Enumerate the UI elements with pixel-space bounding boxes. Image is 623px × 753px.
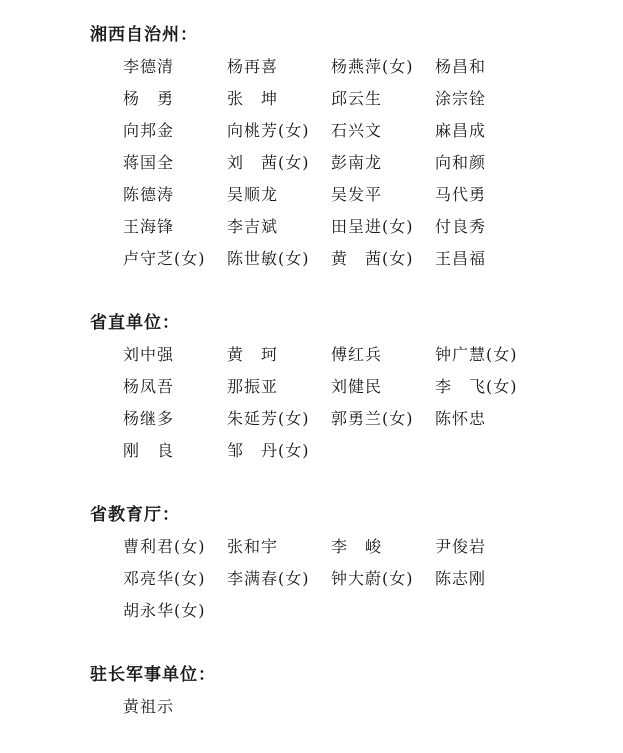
- name-entry: 邱云生: [331, 89, 383, 108]
- name-list-provincial-units: [123, 343, 603, 471]
- section-title-military-units: 驻长军事单位：: [90, 665, 216, 685]
- name-entry: 陈怀忠: [435, 409, 487, 428]
- name-entry: 刘健民: [331, 377, 383, 396]
- name-list-xiangxi: [123, 55, 603, 279]
- name-entry: 傅红兵: [331, 345, 383, 364]
- name-entry: 田呈进(女): [331, 217, 414, 236]
- name-entry: 钟广慧(女): [435, 345, 518, 364]
- section-title-xiangxi: 湘西自治州：: [90, 25, 198, 45]
- name-entry: 胡永华(女): [123, 601, 206, 620]
- name-entry: 钟大蔚(女): [331, 569, 414, 588]
- name-entry: 涂宗铨: [435, 89, 487, 108]
- name-entry: 陈志刚: [435, 569, 487, 588]
- name-entry: 麻昌成: [435, 121, 487, 140]
- name-entry: 曹利君(女): [123, 537, 206, 556]
- name-entry: 李德清: [123, 57, 175, 76]
- name-entry: 杨 勇: [123, 89, 175, 108]
- name-entry: 蒋国全: [123, 153, 175, 172]
- name-entry: 向和颜: [435, 153, 487, 172]
- name-entry: 杨燕萍(女): [331, 57, 414, 76]
- name-entry: 邓亮华(女): [123, 569, 206, 588]
- name-entry: 王昌福: [435, 249, 487, 268]
- name-entry: 黄 茜(女): [331, 249, 414, 268]
- name-entry: 彭南龙: [331, 153, 383, 172]
- name-entry: 卢守芝(女): [123, 249, 206, 268]
- name-entry: 陈德涛: [123, 185, 175, 204]
- name-entry: 邹 丹(女): [227, 441, 310, 460]
- name-entry: 张 坤: [227, 89, 279, 108]
- name-entry: 李 峻: [331, 537, 383, 556]
- name-entry: 杨昌和: [435, 57, 487, 76]
- name-entry: 黄祖示: [123, 697, 175, 716]
- name-entry: 杨凤吾: [123, 377, 175, 396]
- name-entry: 李 飞(女): [435, 377, 518, 396]
- section-title-provincial-units: 省直单位：: [90, 313, 180, 333]
- name-list-education-dept: [123, 535, 603, 631]
- name-entry: 杨继多: [123, 409, 175, 428]
- name-entry: 吴顺龙: [227, 185, 279, 204]
- name-entry: 杨再喜: [227, 57, 279, 76]
- name-list-military-units: [123, 695, 603, 727]
- section-title-education-dept: 省教育厅：: [90, 505, 180, 525]
- name-entry: 王海锋: [123, 217, 175, 236]
- name-entry: 李吉斌: [227, 217, 279, 236]
- name-entry: 付良秀: [435, 217, 487, 236]
- name-entry: 石兴文: [331, 121, 383, 140]
- name-entry: 向邦金: [123, 121, 175, 140]
- name-entry: 李满春(女): [227, 569, 310, 588]
- name-entry: 马代勇: [435, 185, 487, 204]
- name-entry: 那振亚: [227, 377, 279, 396]
- name-entry: 朱延芳(女): [227, 409, 310, 428]
- name-entry: 张和宇: [227, 537, 279, 556]
- name-entry: 向桃芳(女): [227, 121, 310, 140]
- name-entry: 郭勇兰(女): [331, 409, 414, 428]
- name-entry: 黄 珂: [227, 345, 279, 364]
- name-entry: 尹俊岩: [435, 537, 487, 556]
- name-entry: 吴发平: [331, 185, 383, 204]
- name-entry: 陈世敏(女): [227, 249, 310, 268]
- name-entry: 刘中强: [123, 345, 175, 364]
- name-entry: 刘 茜(女): [227, 153, 310, 172]
- name-entry: 刚 良: [123, 441, 175, 460]
